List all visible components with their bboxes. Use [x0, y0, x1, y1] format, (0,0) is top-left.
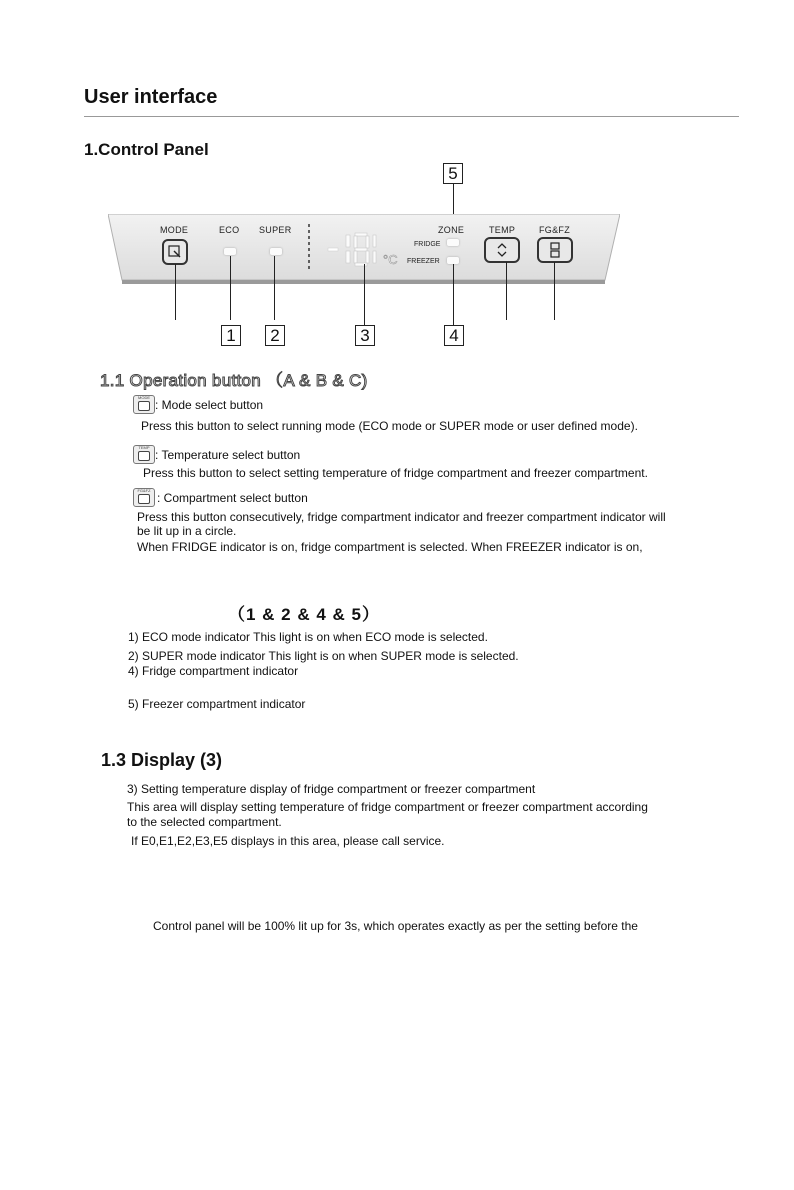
mode-button-description: Press this button to select running mode (ECO mode or SUPER mode or user defined mode). — [141, 419, 638, 433]
fgfz-description-line-1: Press this button consecutively, fridge compartment indicator and freezer compartment indicator will — [137, 510, 666, 524]
callout-2-line — [274, 256, 275, 320]
callout-1: 1 — [221, 325, 241, 346]
indicator-item: 2) SUPER mode indicator This light is on when SUPER mode is selected. — [128, 649, 519, 663]
callout-1-line — [230, 256, 231, 320]
display-line-2: This area will display setting temperature of fridge compartment or freezer compartment according — [127, 800, 648, 814]
callout-3: 3 — [355, 325, 375, 346]
temp-button-description: Press this button to select setting temperature of fridge compartment and freezer compartment. — [143, 466, 648, 480]
zone-label: ZONE — [438, 225, 465, 235]
temp-button-icon — [133, 445, 155, 464]
up-down-icon — [496, 242, 508, 258]
fridge-indicator — [447, 239, 459, 246]
fgfz-description-line-3: When FRIDGE indicator is on, fridge compartment is selected. When FREEZER indicator is on, — [137, 540, 643, 554]
eco-indicator — [224, 248, 236, 255]
mode-button-line — [175, 264, 176, 320]
callout-4-line — [453, 264, 454, 325]
page-title: User interface — [84, 86, 218, 108]
eco-label: ECO — [219, 225, 240, 235]
indicator-item: 5) Freezer compartment indicator — [128, 697, 306, 711]
operation-button-heading: 1.1 Operation button （A & B & C) — [100, 371, 368, 390]
footer-text: Control panel will be 100% lit up for 3s, which operates exactly as per the setting before the — [153, 919, 638, 933]
temp-button-line — [506, 262, 507, 320]
title-divider — [84, 116, 739, 117]
indicator-item: 1) ECO mode indicator This light is on when ECO mode is selected. — [128, 630, 488, 644]
mode-button[interactable] — [162, 239, 188, 265]
temp-button-title: : Temperature select button — [155, 448, 301, 462]
fridge-zone-label: FRIDGE — [414, 241, 441, 248]
indicator-section-heading: （1 & 2 & 4 & 5） — [228, 605, 380, 624]
callout-4: 4 — [444, 325, 464, 346]
mode-button-title: : Mode select button — [155, 398, 264, 412]
display-heading: 1.3 Display (3) — [101, 750, 223, 770]
mode-button-icon — [133, 395, 155, 414]
mode-caption: MODE — [138, 395, 150, 400]
callout-3-line — [364, 264, 365, 325]
super-label: SUPER — [259, 225, 292, 235]
compartment-icon — [549, 242, 561, 258]
callout-2: 2 — [265, 325, 285, 346]
temp-caption: TEMP — [138, 445, 150, 450]
celsius-unit: °C — [383, 252, 398, 267]
fgfz-button[interactable] — [537, 237, 573, 263]
fgfz-caption: FG&FZ — [137, 488, 151, 493]
indicator-item: 4) Fridge compartment indicator — [128, 664, 299, 678]
mode-label: MODE — [160, 225, 189, 235]
freezer-zone-label: FREEZER — [407, 258, 440, 265]
display-line-1: 3) Setting temperature display of fridge compartment or freezer compartment — [127, 782, 536, 796]
control-panel-heading: 1.Control Panel — [84, 140, 209, 159]
temp-label: TEMP — [489, 225, 516, 235]
temp-button[interactable] — [484, 237, 520, 263]
display-line-3: to the selected compartment. — [127, 815, 282, 829]
fgfz-button-line — [554, 262, 555, 320]
display-line-4: If E0,E1,E2,E3,E5 displays in this area, please call service. — [131, 834, 445, 848]
super-indicator — [270, 248, 282, 255]
fgfz-label: FG&FZ — [539, 225, 570, 235]
freezer-indicator — [447, 257, 459, 264]
fgfz-description-line-2: be lit up in a circle. — [137, 524, 237, 538]
fgfz-button-title: : Compartment select button — [157, 491, 308, 505]
callout-5: 5 — [443, 163, 463, 184]
mode-icon — [168, 245, 182, 259]
fgfz-button-icon — [133, 488, 155, 507]
